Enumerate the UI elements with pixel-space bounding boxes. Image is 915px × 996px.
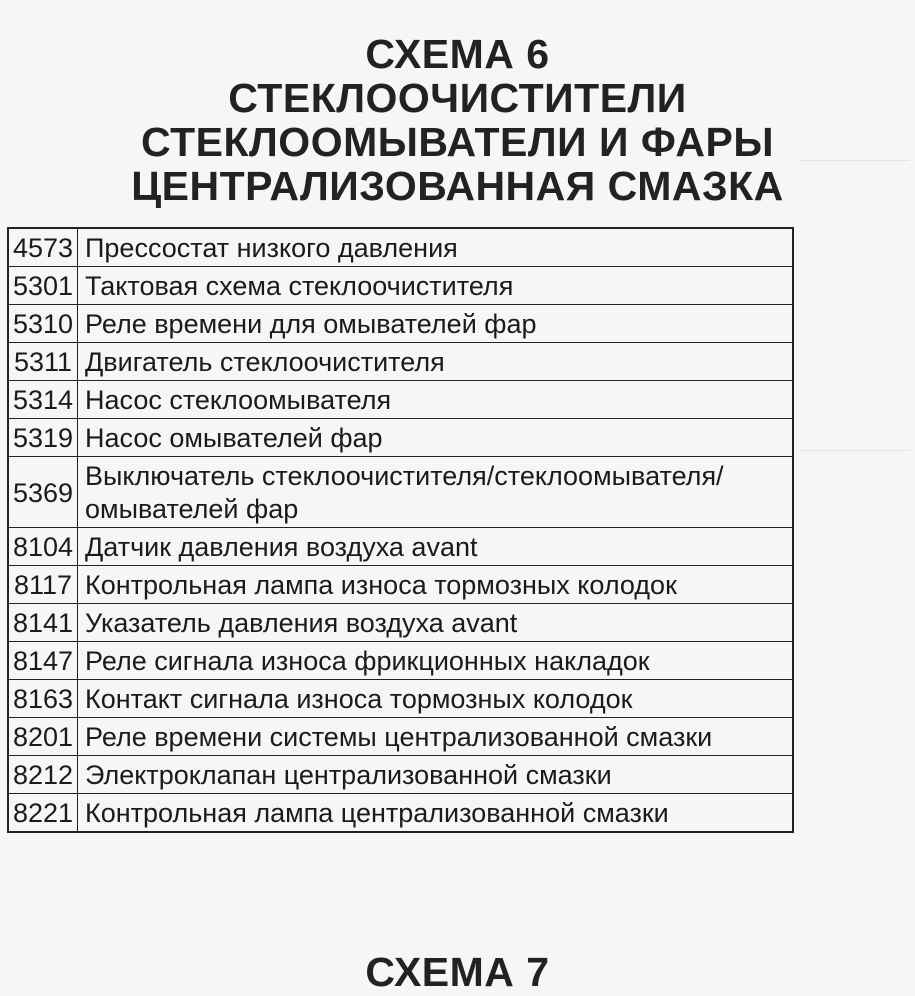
component-description: Контрольная лампа износа тормозных колодок <box>78 566 794 604</box>
scheme-6-title <box>0 32 915 208</box>
table-row <box>8 305 793 343</box>
table-row <box>8 642 793 680</box>
component-code: 8104 <box>8 528 78 566</box>
component-description: Тактовая схема стеклоочистителя <box>78 267 794 305</box>
component-description: Насос стеклоомывателя <box>78 381 794 419</box>
bleed-through-mark <box>800 450 910 451</box>
component-code: 8212 <box>8 756 78 794</box>
component-description: Реле сигнала износа фрикционных накладок <box>78 642 794 680</box>
title-line-4: ЦЕНТРАЛИЗОВАННАЯ СМАЗКА <box>131 163 784 209</box>
component-description: Насос омывателей фар <box>78 419 794 457</box>
component-code: 8163 <box>8 680 78 718</box>
component-description: Реле времени системы централизованной смазки <box>78 718 794 756</box>
table-row <box>8 419 793 457</box>
component-description: Электроклапан централизованной смазки <box>78 756 794 794</box>
component-description: Выключатель стеклоочистителя/стеклоомывателя/омывателей фар <box>78 457 794 528</box>
component-description: Контакт сигнала износа тормозных колодок <box>78 680 794 718</box>
component-code: 5369 <box>8 457 78 528</box>
component-legend-table <box>7 227 794 833</box>
table-row <box>8 680 793 718</box>
component-code: 8147 <box>8 642 78 680</box>
table-row <box>8 267 793 305</box>
component-code: 5319 <box>8 419 78 457</box>
title-line-2: СТЕКЛООЧИСТИТЕЛИ <box>228 75 687 121</box>
table-row <box>8 381 793 419</box>
component-code: 5310 <box>8 305 78 343</box>
title-line-1: СХЕМА 6 <box>365 31 550 77</box>
component-description: Датчик давления воздуха avant <box>78 528 794 566</box>
table-row <box>8 794 793 833</box>
table-row <box>8 566 793 604</box>
component-description: Двигатель стеклоочистителя <box>78 343 794 381</box>
table-row <box>8 343 793 381</box>
table-row <box>8 228 793 267</box>
component-description: Указатель давления воздуха avant <box>78 604 794 642</box>
table-row <box>8 604 793 642</box>
scheme-7-title: СХЕМА 7 <box>365 949 550 995</box>
table-row <box>8 528 793 566</box>
component-code: 8117 <box>8 566 78 604</box>
component-code: 8141 <box>8 604 78 642</box>
table-row <box>8 457 793 528</box>
component-code: 4573 <box>8 228 78 267</box>
legend-table-body <box>8 228 793 832</box>
component-code: 8201 <box>8 718 78 756</box>
component-description: Реле времени для омывателей фар <box>78 305 794 343</box>
component-description: Контрольная лампа централизованной смазки <box>78 794 794 833</box>
title-line-3: СТЕКЛООМЫВАТЕЛИ И ФАРЫ <box>141 119 774 165</box>
table-row <box>8 718 793 756</box>
component-code: 5301 <box>8 267 78 305</box>
component-description: Прессостат низкого давления <box>78 228 794 267</box>
table-row <box>8 756 793 794</box>
component-code: 5314 <box>8 381 78 419</box>
component-code: 8221 <box>8 794 78 833</box>
component-code: 5311 <box>8 343 78 381</box>
